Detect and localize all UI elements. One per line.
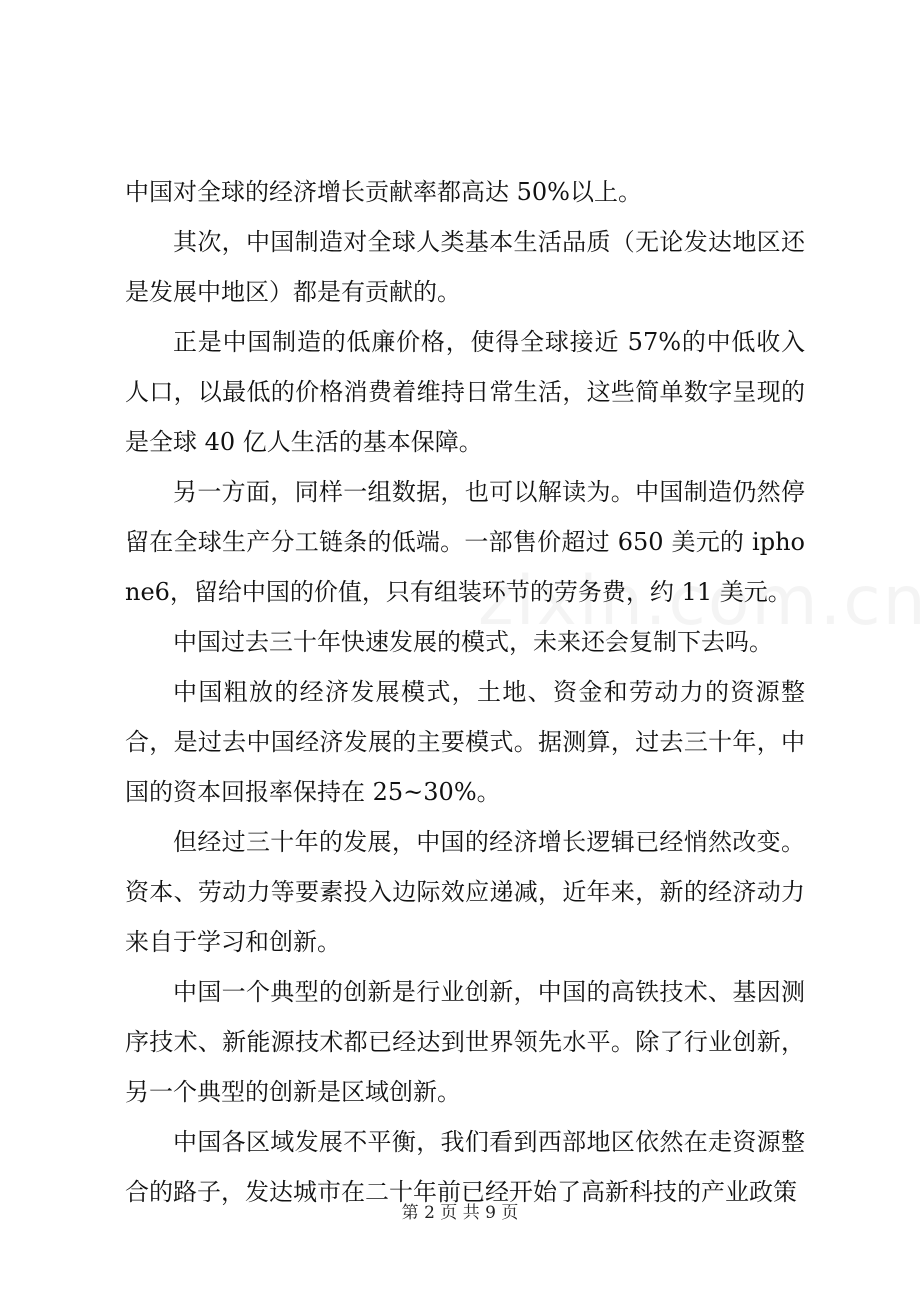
- paragraph-4: 另一方面，同样一组数据，也可以解读为。中国制造仍然停留在全球生产分工链条的低端。一部售价超过 650 美元的 iphone6，留给中国的价值，只有组装环节的劳务费，约 11 美元。: [125, 478, 805, 606]
- paragraph-2: 其次，中国制造对全球人类基本生活品质（无论发达地区还是发展中地区）都是有贡献的。: [125, 228, 805, 306]
- paragraph-9: 中国各区域发展不平衡，我们看到西部地区依然在走资源整合的路子，发达城市在二十年前已经开始了高新科技的产业政策: [125, 1128, 805, 1206]
- paragraph-5: 中国过去三十年快速发展的模式，未来还会复制下去吗。: [173, 628, 773, 656]
- paragraph-6: 中国粗放的经济发展模式，土地、资金和劳动力的资源整合，是过去中国经济发展的主要模式。据测算，过去三十年，中国的资本回报率保持在 25~30%。: [125, 678, 805, 806]
- paragraph-3: 正是中国制造的低廉价格，使得全球接近 57%的中低收入人口，以最低的价格消费着维持日常生活，这些简单数字呈现的是全球 40 亿人生活的基本保障。: [125, 328, 805, 456]
- paragraph-7: 但经过三十年的发展，中国的经济增长逻辑已经悄然改变。资本、劳动力等要素投入边际效应递减，近年来，新的经济动力来自于学习和创新。: [125, 828, 805, 956]
- paragraph-8: 中国一个典型的创新是行业创新，中国的高铁技术、基因测序技术、新能源技术都已经达到世界领先水平。除了行业创新，另一个典型的创新是区域创新。: [125, 978, 805, 1106]
- body-text: [125, 167, 805, 1217]
- page-footer: 第 2 页 共 9 页: [401, 1203, 519, 1223]
- paragraph-1: 中国对全球的经济增长贡献率都高达 50%以上。: [125, 178, 642, 206]
